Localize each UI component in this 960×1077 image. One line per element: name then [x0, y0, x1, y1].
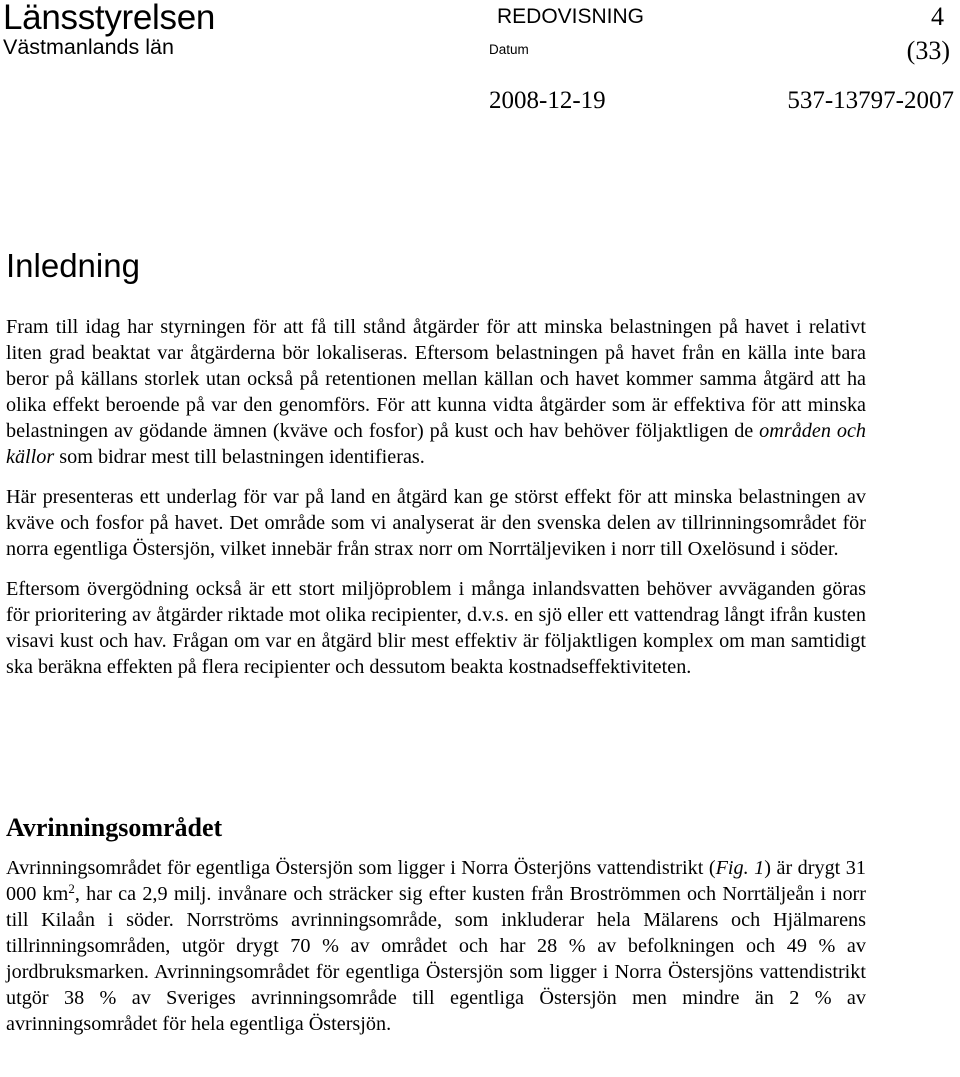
- document-type: REDOVISNING: [497, 5, 645, 28]
- date-label: Datum: [489, 42, 529, 57]
- date-value: 2008-12-19: [489, 87, 606, 114]
- paragraph: [6, 314, 866, 470]
- emphasis-text: områden och källor: [6, 420, 866, 468]
- section-heading-avrinningsomradet: Avrinningsområdet: [6, 813, 223, 842]
- reference-number: 537-13797-2007: [787, 87, 954, 114]
- paragraph-text: Fram till idag har styrningen för att få till stånd åtgärder för att minska belastningen på havet i relativt liten grad beaktat var åtgärderna bör lokaliseras. Eftersom belastningen på havet från en källa inte bara beror på källans storlek utan också på retentionen mellan källan och havet kommer samma åtgärd att ha olika effekt beroende på var den genomförs. För att kunna vidta åtgärder som är effektiva för att minska belastningen av gödande ämnen (kväve och fosfor) på kust och hav behöver följaktligen de: [6, 316, 866, 442]
- paragraph-text: Avrinningsområdet för egentliga Östersjön som ligger i Norra Österjöns vattendistrikt (: [6, 857, 716, 879]
- logo-org-name: Länsstyrelsen: [3, 0, 216, 37]
- section-heading-inledning: Inledning: [6, 247, 140, 284]
- logo-org-region: Västmanlands län: [3, 35, 174, 59]
- paragraph-text: ) är drygt 31 000 km: [6, 857, 866, 905]
- agency-logo: [3, 0, 215, 58]
- section-body-inledning: [6, 314, 866, 680]
- figure-reference: Fig. 1: [715, 857, 765, 879]
- paragraph-text: , har ca 2,9 milj. invånare och sträcker sig efter kusten från Broströmmen och Norrtäljeån i norr till Kilaån i söder. Norrströms avrinningsområde, som inkluderar hela Mälarens och Hjälmarens tillrinningsområden, utgör drygt 70 % av området och har 28 % av befolkningen och 49 % av jordbruksmarken. Avrinningsområdet för egentliga Östersjön som ligger i Norra Östersjöns vattendistrikt utgör 38 % av Sveriges avrinningsområde till egentliga Östersjön men mindre än 2 % av avrinningsområdet för hela egentliga Östersjön.: [6, 883, 867, 1035]
- section-body-avrinningsomradet: [6, 855, 866, 1037]
- paragraph: [6, 855, 866, 1037]
- paragraph: Här presenteras ett underlag för var på land en åtgärd kan ge störst effekt för att minska belastningen av kväve och fosfor på havet. Det område som vi analyserat är den svenska delen av tillrinningsområdet för norra egentliga Östersjön, vilket innebär från strax norr om Norrtäljeviken i norr till Oxelösund i söder.: [6, 486, 866, 560]
- paragraph-text: som bidrar mest till belastningen identifieras.: [54, 446, 425, 468]
- page-number: 4: [931, 2, 944, 31]
- page-total: (33): [906, 36, 950, 65]
- superscript: 2: [68, 881, 75, 896]
- paragraph: Eftersom övergödning också är ett stort miljöproblem i många inlandsvatten behöver avväganden göras för prioritering av åtgärder riktade mot olika recipienter, d.v.s. en sjö eller ett vattendrag långt ifrån kusten visavi kust och hav. Frågan om var en åtgärd blir mest effektiv är följaktligen komplex om man samtidigt ska beräkna effekten på flera recipienter och dessutom beakta kostnadseffektiviteten.: [6, 578, 866, 678]
